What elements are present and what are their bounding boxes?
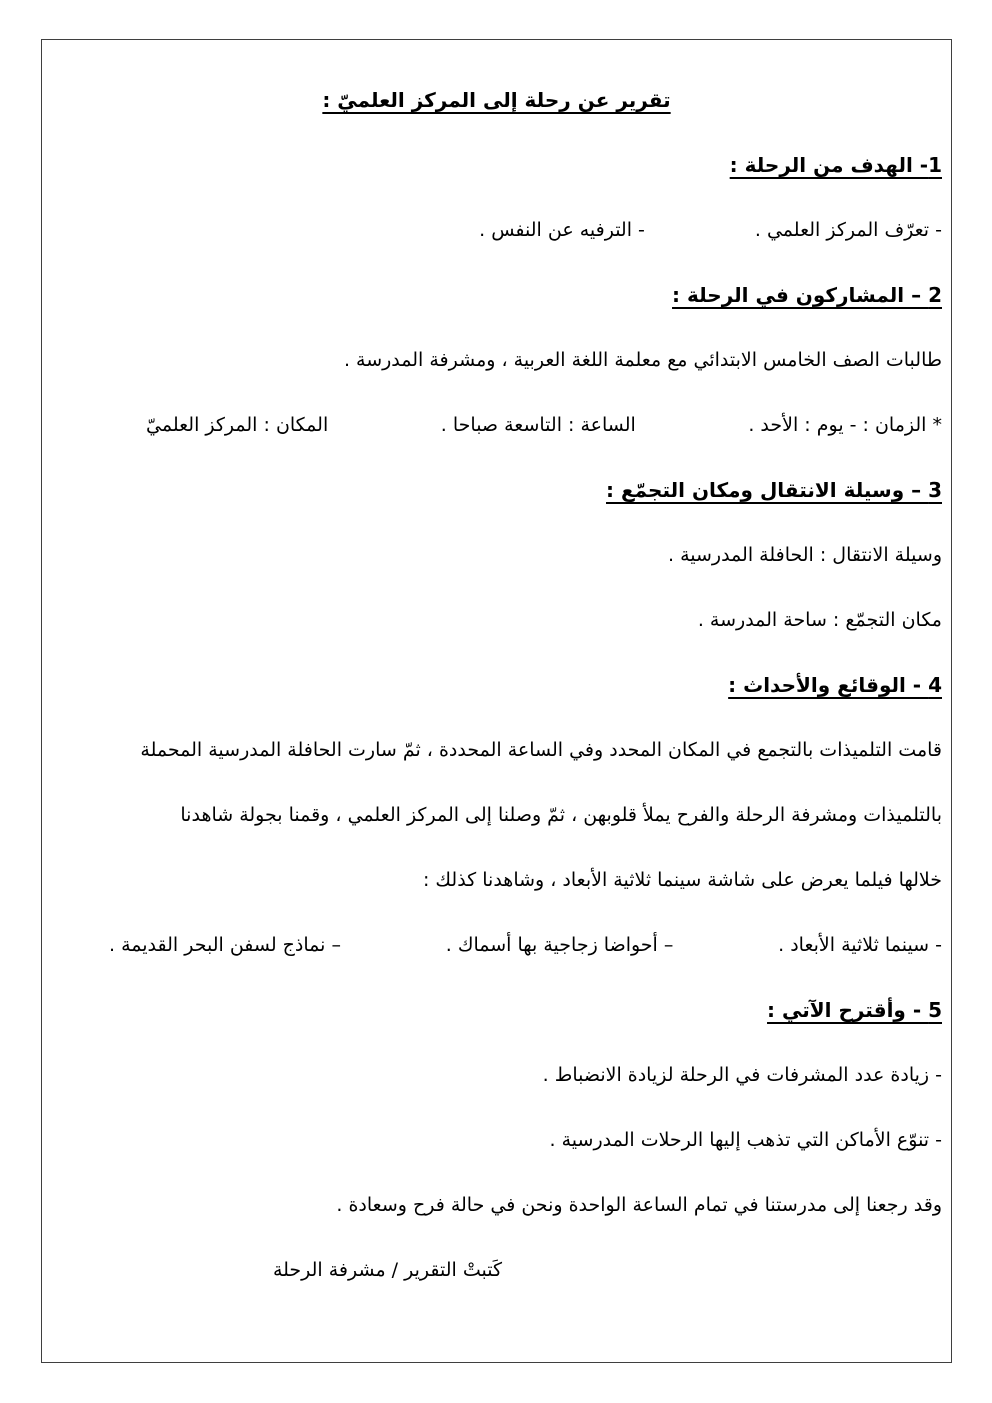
goals-row xyxy=(51,216,942,281)
section1-heading: 1- الهدف من الرحلة : xyxy=(729,153,942,177)
section5-heading: 5 - وأقترح الآتي : xyxy=(767,998,942,1022)
hour-text: الساعة : التاسعة صباحا . xyxy=(440,414,636,436)
signature-text: كَتبتْ التقرير / مشرفة الرحلة xyxy=(272,1259,502,1281)
events-paragraph-line2 xyxy=(51,801,942,866)
title-line xyxy=(51,86,942,151)
suggestion-line-1 xyxy=(51,1061,942,1126)
participants-line xyxy=(51,346,942,411)
events-paragraph-line1 xyxy=(51,736,942,801)
events-paragraph-line3 xyxy=(51,866,942,931)
section5-heading-line xyxy=(51,996,942,1061)
closing-text: وقد رجعنا إلى مدرستنا في تمام الساعة الواحدة ونحن في حالة فرح وسعادة . xyxy=(336,1194,942,1216)
suggestion-line-2 xyxy=(51,1126,942,1191)
section3-heading-line xyxy=(51,476,942,541)
suggestion-text-1: - زيادة عدد المشرفات في الرحلة لزيادة الانضباط . xyxy=(542,1064,942,1086)
section4-heading: 4 - الوقائع والأحداث : xyxy=(728,673,942,697)
transport-line xyxy=(51,541,942,606)
section4-heading-line xyxy=(51,671,942,736)
gathering-text: مكان التجمّع : ساحة المدرسة . xyxy=(697,609,942,631)
sight-item-2: – أحواضا زجاجية بها أسماك . xyxy=(445,934,674,956)
goal-item-2: - الترفيه عن النفس . xyxy=(479,219,645,241)
sights-row xyxy=(51,931,942,996)
goal-item-1: - تعرّف المركز العلمي . xyxy=(754,219,942,241)
events-text-3: خلالها فيلما يعرض على شاشة سينما ثلاثية الأبعاد ، وشاهدنا كذلك : xyxy=(422,869,942,891)
signature-line xyxy=(51,1256,942,1321)
sight-item-1: - سينما ثلاثية الأبعاد . xyxy=(778,934,942,956)
place-text: المكان : المركز العلميّ xyxy=(146,414,329,436)
time-place-row xyxy=(51,411,942,476)
closing-line xyxy=(51,1191,942,1256)
suggestion-text-2: - تنوّع الأماكن التي تذهب إليها الرحلات المدرسية . xyxy=(549,1129,942,1151)
events-text-1: قامت التلميذات بالتجمع في المكان المحدد وفي الساعة المحددة ، ثمّ سارت الحافلة المدرسية المحملة xyxy=(140,739,942,761)
participants-text: طالبات الصف الخامس الابتدائي مع معلمة اللغة العربية ، ومشرفة المدرسة . xyxy=(343,349,942,371)
transport-text: وسيلة الانتقال : الحافلة المدرسية . xyxy=(667,544,942,566)
section1-heading-line xyxy=(51,151,942,216)
page-border-frame xyxy=(41,39,952,1363)
document-content xyxy=(42,40,951,1362)
section3-heading: 3 – وسيلة الانتقال ومكان التجمّع : xyxy=(606,478,942,502)
events-text-2: بالتلميذات ومشرفة الرحلة والفرح يملأ قلوبهن ، ثمّ وصلنا إلى المركز العلمي ، وقمنا بجولة شاهدنا xyxy=(180,804,942,826)
sight-item-3: – نماذج لسفن البحر القديمة . xyxy=(109,934,341,956)
section2-heading: 2 – المشاركون في الرحلة : xyxy=(672,283,942,307)
document-title: تقرير عن رحلة إلى المركز العلميّ : xyxy=(322,88,671,112)
section2-heading-line xyxy=(51,281,942,346)
time-day-text: * الزمان : - يوم : الأحد . xyxy=(748,414,942,436)
gathering-line xyxy=(51,606,942,671)
